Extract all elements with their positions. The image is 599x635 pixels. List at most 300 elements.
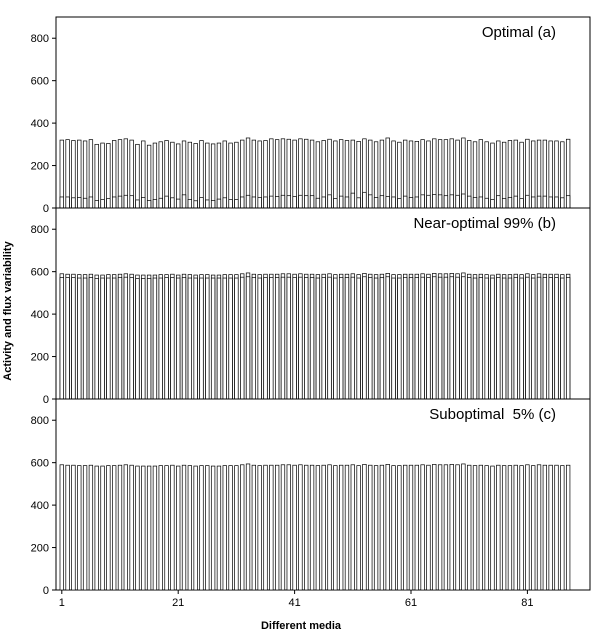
bar-series2-53 (363, 277, 367, 399)
x-tick-label: 1 (58, 597, 65, 609)
bar-series2-39 (281, 277, 285, 399)
bar-series1-1 (60, 465, 64, 590)
bar-series1-44 (310, 465, 314, 590)
bar-series2-41 (293, 278, 297, 399)
bar-series2-51 (351, 277, 355, 399)
bar-series1-14 (136, 144, 140, 208)
bar-series1-80 (520, 142, 524, 208)
bar-series2-75 (491, 278, 495, 399)
bar-series2-49 (339, 196, 343, 208)
panel-label: Suboptimal 5% (c) (429, 406, 556, 423)
bar-series2-59 (398, 278, 402, 399)
bar-series1-11 (118, 465, 122, 590)
bar-series2-87 (561, 198, 565, 208)
bar-series2-29 (223, 278, 227, 399)
bar-series2-52 (357, 198, 361, 208)
bar-series2-33 (246, 277, 250, 399)
bar-series2-28 (217, 199, 221, 208)
bar-series2-58 (392, 197, 396, 208)
bar-series1-7 (95, 466, 99, 590)
bar-series1-86 (555, 465, 559, 590)
bar-series2-78 (508, 197, 512, 208)
bar-series2-45 (316, 278, 320, 399)
bar-series1-51 (351, 465, 355, 590)
bar-series1-2 (66, 465, 70, 590)
bar-series2-75 (491, 200, 495, 208)
bar-series1-68 (450, 464, 454, 590)
bar-series1-24 (194, 466, 198, 590)
bar-series1-3 (72, 465, 76, 590)
bar-series2-11 (118, 278, 122, 399)
bar-series1-42 (299, 465, 303, 590)
bar-series1-75 (491, 466, 495, 590)
y-tick-label: 800 (30, 33, 49, 46)
bar-series1-32 (240, 465, 244, 590)
bar-series2-11 (118, 196, 122, 208)
bar-series2-59 (398, 199, 402, 208)
bar-series2-27 (211, 278, 215, 399)
bar-series2-23 (188, 200, 192, 208)
bar-series2-30 (229, 200, 233, 208)
bar-series2-12 (124, 195, 128, 208)
bar-series1-28 (217, 466, 221, 590)
bar-series2-60 (403, 196, 407, 208)
bar-series2-62 (415, 278, 419, 399)
bar-series2-54 (368, 195, 372, 208)
y-tick-label: 0 (42, 585, 49, 597)
bar-series2-65 (432, 277, 436, 399)
bar-series2-84 (543, 278, 547, 399)
bar-series2-81 (526, 195, 530, 208)
bar-series1-15 (141, 466, 145, 590)
bar-series2-66 (438, 277, 442, 399)
bar-series2-30 (229, 278, 233, 399)
bar-series1-17 (153, 143, 157, 208)
bar-series1-21 (176, 144, 180, 208)
bar-series2-73 (479, 278, 483, 399)
bar-series1-4 (77, 466, 81, 590)
bar-series2-37 (270, 196, 274, 208)
panel-2 (31, 208, 590, 406)
bar-series2-38 (275, 278, 279, 399)
bar-series2-21 (176, 278, 180, 399)
panel-3 (31, 399, 590, 609)
bar-series2-43 (304, 278, 308, 399)
bar-series2-49 (339, 278, 343, 399)
bar-series2-2 (66, 278, 70, 399)
bar-series1-77 (502, 466, 506, 590)
bar-series2-72 (473, 197, 477, 208)
bar-series1-20 (171, 465, 175, 590)
bar-series1-28 (217, 143, 221, 208)
bar-series2-76 (497, 278, 501, 399)
bar-series2-58 (392, 278, 396, 399)
panel-label: Near-optimal 99% (b) (413, 215, 556, 232)
bar-series2-22 (182, 195, 186, 208)
bar-series1-73 (479, 465, 483, 590)
bar-series2-88 (566, 196, 570, 208)
bar-series2-57 (386, 277, 390, 399)
bar-series2-53 (363, 192, 367, 208)
bar-series1-6 (89, 465, 93, 590)
bar-series1-87 (561, 466, 565, 590)
bar-series2-17 (153, 200, 157, 208)
bar-series2-8 (101, 200, 105, 208)
bar-series2-46 (322, 197, 326, 208)
panel-1 (31, 17, 590, 215)
bar-series2-70 (462, 277, 466, 399)
bar-series2-72 (473, 278, 477, 399)
bar-series1-56 (380, 465, 384, 590)
bar-series1-67 (444, 465, 448, 590)
bar-series2-14 (136, 200, 140, 208)
bar-series2-18 (159, 198, 163, 208)
bar-series1-5 (83, 466, 87, 590)
bar-series2-40 (287, 277, 291, 399)
bar-series2-78 (508, 278, 512, 399)
bar-series2-5 (83, 198, 87, 208)
bar-series1-59 (398, 142, 402, 208)
bar-series2-84 (543, 196, 547, 208)
bar-series2-34 (252, 197, 256, 208)
bar-series1-24 (194, 143, 198, 208)
bar-series2-19 (165, 278, 169, 399)
bar-series1-54 (368, 465, 372, 590)
bar-series2-40 (287, 196, 291, 208)
bar-series1-27 (211, 466, 215, 590)
bar-series2-22 (182, 278, 186, 399)
x-tick-label: 81 (521, 597, 534, 609)
bar-series2-48 (334, 199, 338, 208)
bar-series2-82 (531, 197, 535, 208)
bar-series1-13 (130, 465, 134, 590)
bar-series1-16 (147, 145, 151, 208)
bar-series1-36 (264, 465, 268, 590)
bar-series2-25 (200, 278, 204, 399)
bar-series1-49 (339, 465, 343, 590)
bar-series2-41 (293, 197, 297, 208)
bar-series2-39 (281, 195, 285, 208)
bar-series1-57 (386, 464, 390, 590)
y-tick-label: 400 (30, 118, 49, 131)
bar-series2-57 (386, 197, 390, 208)
bar-series1-88 (566, 465, 570, 590)
bar-series2-14 (136, 278, 140, 399)
bar-series1-26 (206, 466, 210, 590)
bar-series1-12 (124, 465, 128, 590)
bar-series1-26 (206, 143, 210, 208)
bar-series1-9 (107, 466, 111, 590)
bar-series2-67 (444, 277, 448, 399)
bar-series1-8 (101, 466, 105, 590)
y-tick-label: 200 (30, 160, 49, 173)
bar-series1-8 (101, 143, 105, 208)
bar-series1-80 (520, 466, 524, 590)
bar-series1-16 (147, 466, 151, 590)
bar-series1-35 (258, 466, 262, 590)
bar-series1-77 (502, 142, 506, 208)
bar-series2-19 (165, 196, 169, 208)
bar-series1-79 (514, 465, 518, 590)
bar-series2-50 (345, 197, 349, 208)
y-tick-label: 0 (42, 394, 49, 406)
bar-series2-9 (107, 199, 111, 208)
bar-series2-69 (456, 195, 460, 208)
bar-series2-87 (561, 278, 565, 399)
bar-series1-18 (159, 466, 163, 590)
bar-series2-6 (89, 278, 93, 399)
bar-series2-56 (380, 196, 384, 208)
bar-series1-81 (526, 465, 530, 590)
bar-series2-26 (206, 200, 210, 208)
bar-series1-52 (357, 466, 361, 590)
bar-series2-5 (83, 278, 87, 399)
bar-series1-70 (462, 464, 466, 590)
bar-series1-43 (304, 465, 308, 590)
bar-series1-14 (136, 466, 140, 590)
bar-series1-27 (211, 144, 215, 208)
bar-series1-41 (293, 465, 297, 590)
bar-series2-21 (176, 199, 180, 208)
bar-series1-23 (188, 466, 192, 590)
bar-series2-42 (299, 277, 303, 399)
bar-series1-83 (537, 465, 541, 590)
bar-series2-44 (310, 196, 314, 208)
bar-series1-47 (328, 465, 332, 590)
bar-series2-76 (497, 196, 501, 208)
bar-series1-84 (543, 465, 547, 590)
bar-series2-80 (520, 278, 524, 399)
bar-series2-20 (171, 278, 175, 399)
bar-series1-37 (270, 465, 274, 590)
bar-series1-59 (398, 466, 402, 590)
bar-series2-10 (112, 197, 116, 208)
bar-series2-16 (147, 278, 151, 399)
y-tick-label: 800 (30, 415, 49, 428)
bar-series1-69 (456, 465, 460, 590)
bar-series2-10 (112, 278, 116, 399)
y-tick-label: 600 (30, 266, 49, 279)
bar-series2-31 (235, 278, 239, 399)
bar-series1-60 (403, 465, 407, 590)
bar-series1-82 (531, 466, 535, 590)
bar-series2-52 (357, 278, 361, 399)
bar-series1-30 (229, 143, 233, 208)
x-axis-title: Different media (260, 620, 342, 632)
bar-series2-51 (351, 193, 355, 208)
bar-series2-7 (95, 200, 99, 208)
bar-series1-48 (334, 141, 338, 208)
bar-series2-32 (240, 277, 244, 399)
bar-series2-56 (380, 278, 384, 399)
bar-series2-73 (479, 197, 483, 208)
bar-series2-65 (432, 194, 436, 208)
bar-series1-7 (95, 144, 99, 208)
bar-series2-80 (520, 199, 524, 208)
bar-series1-85 (549, 465, 553, 590)
bar-series1-45 (316, 466, 320, 590)
bar-series2-6 (89, 197, 93, 208)
bar-series1-78 (508, 466, 512, 590)
bar-series2-64 (427, 278, 431, 399)
x-tick-label: 61 (404, 597, 418, 609)
bar-series2-47 (328, 277, 332, 399)
bar-series1-71 (467, 465, 471, 590)
bar-series1-53 (363, 464, 367, 590)
bar-series2-60 (403, 278, 407, 399)
bar-series1-39 (281, 465, 285, 590)
bar-series2-24 (194, 278, 198, 399)
bar-series1-33 (246, 464, 250, 590)
y-tick-label: 200 (30, 351, 49, 364)
bar-series2-63 (421, 195, 425, 208)
bar-series2-71 (467, 278, 471, 399)
bar-series2-61 (409, 197, 413, 208)
bar-series2-68 (450, 195, 454, 208)
bar-series2-23 (188, 278, 192, 399)
y-tick-label: 600 (30, 75, 49, 88)
bar-series2-27 (211, 200, 215, 208)
bar-series2-77 (502, 199, 506, 208)
x-tick-label: 21 (172, 597, 185, 609)
bar-series2-55 (374, 278, 378, 399)
bar-series2-83 (537, 196, 541, 208)
panel-label: Optimal (a) (481, 24, 556, 41)
bar-series2-13 (130, 196, 134, 208)
bar-series2-86 (555, 197, 559, 208)
bar-series2-4 (77, 278, 81, 399)
bar-series2-35 (258, 197, 262, 208)
bar-series2-36 (264, 197, 268, 208)
bar-series1-22 (182, 465, 186, 590)
bar-series2-47 (328, 195, 332, 208)
bar-series1-63 (421, 465, 425, 590)
bar-series2-86 (555, 278, 559, 399)
bar-series2-37 (270, 278, 274, 399)
bar-series1-31 (235, 142, 239, 208)
bar-series2-2 (66, 197, 70, 208)
bar-series2-29 (223, 198, 227, 208)
bar-series2-85 (549, 278, 553, 399)
y-tick-label: 200 (30, 542, 49, 555)
bar-series2-79 (514, 196, 518, 208)
bar-series2-7 (95, 278, 99, 399)
bar-series1-74 (485, 466, 489, 590)
bar-series2-15 (141, 197, 145, 208)
bar-series1-75 (491, 143, 495, 208)
bar-series1-72 (473, 466, 477, 590)
bar-series1-29 (223, 466, 227, 590)
bar-series1-30 (229, 466, 233, 590)
bar-series2-18 (159, 278, 163, 399)
bar-series2-77 (502, 278, 506, 399)
bar-series1-50 (345, 465, 349, 590)
bar-series2-20 (171, 198, 175, 208)
bar-series2-67 (444, 196, 448, 208)
bar-series2-26 (206, 278, 210, 399)
bar-series1-38 (275, 465, 279, 590)
bar-series2-71 (467, 196, 471, 208)
bar-series2-3 (72, 278, 76, 399)
bar-series1-55 (374, 466, 378, 590)
bar-series2-16 (147, 200, 151, 208)
bar-series1-61 (409, 465, 413, 590)
bar-series2-63 (421, 277, 425, 399)
bar-series2-48 (334, 278, 338, 399)
bar-series2-61 (409, 278, 413, 399)
bar-series2-42 (299, 195, 303, 208)
bar-series2-24 (194, 201, 198, 208)
bar-series2-3 (72, 198, 76, 208)
bar-series2-33 (246, 195, 250, 208)
bar-series2-45 (316, 198, 320, 208)
bar-series2-1 (60, 197, 64, 208)
bar-series2-83 (537, 277, 541, 399)
bar-series1-23 (188, 142, 192, 208)
bar-series2-36 (264, 278, 268, 399)
bar-series2-79 (514, 278, 518, 399)
bar-series1-65 (432, 464, 436, 590)
bar-series2-31 (235, 200, 239, 208)
bar-series1-31 (235, 466, 239, 590)
bar-series1-17 (153, 466, 157, 590)
bar-series1-66 (438, 465, 442, 590)
bar-series2-46 (322, 278, 326, 399)
bar-series2-25 (200, 197, 204, 208)
y-tick-label: 0 (42, 203, 49, 215)
bar-series2-70 (462, 194, 466, 208)
bar-series2-13 (130, 278, 134, 399)
bar-series2-68 (450, 277, 454, 399)
bar-series2-54 (368, 278, 372, 399)
bar-series1-34 (252, 465, 256, 590)
bar-series2-4 (77, 197, 81, 208)
y-tick-label: 800 (30, 224, 49, 237)
bar-series1-21 (176, 466, 180, 590)
bar-series2-28 (217, 278, 221, 399)
bar-series2-74 (485, 278, 489, 399)
bar-series1-48 (334, 466, 338, 590)
y-tick-label: 400 (30, 309, 49, 322)
bar-series2-32 (240, 197, 244, 208)
bar-series2-81 (526, 277, 530, 399)
bar-series2-1 (60, 278, 64, 399)
bar-series2-66 (438, 195, 442, 208)
bar-series2-64 (427, 195, 431, 208)
bar-series2-50 (345, 278, 349, 399)
y-axis-title: Activity and flux variability (2, 241, 14, 381)
bar-series2-62 (415, 197, 419, 208)
y-tick-label: 400 (30, 500, 49, 513)
bar-series2-88 (566, 278, 570, 399)
bar-series2-15 (141, 278, 145, 399)
bar-series1-58 (392, 466, 396, 590)
bar-series1-76 (497, 465, 501, 590)
bar-series2-82 (531, 278, 535, 399)
bar-series2-8 (101, 278, 105, 399)
bar-series1-62 (415, 465, 419, 590)
bar-series2-12 (124, 277, 128, 399)
bar-series2-69 (456, 277, 460, 399)
bar-series2-38 (275, 197, 279, 208)
bar-series2-35 (258, 278, 262, 399)
bar-series2-44 (310, 278, 314, 399)
bar-series1-19 (165, 466, 169, 590)
bar-series2-55 (374, 197, 378, 208)
bar-series2-43 (304, 196, 308, 208)
bar-series1-40 (287, 465, 291, 590)
bar-series1-46 (322, 465, 326, 590)
